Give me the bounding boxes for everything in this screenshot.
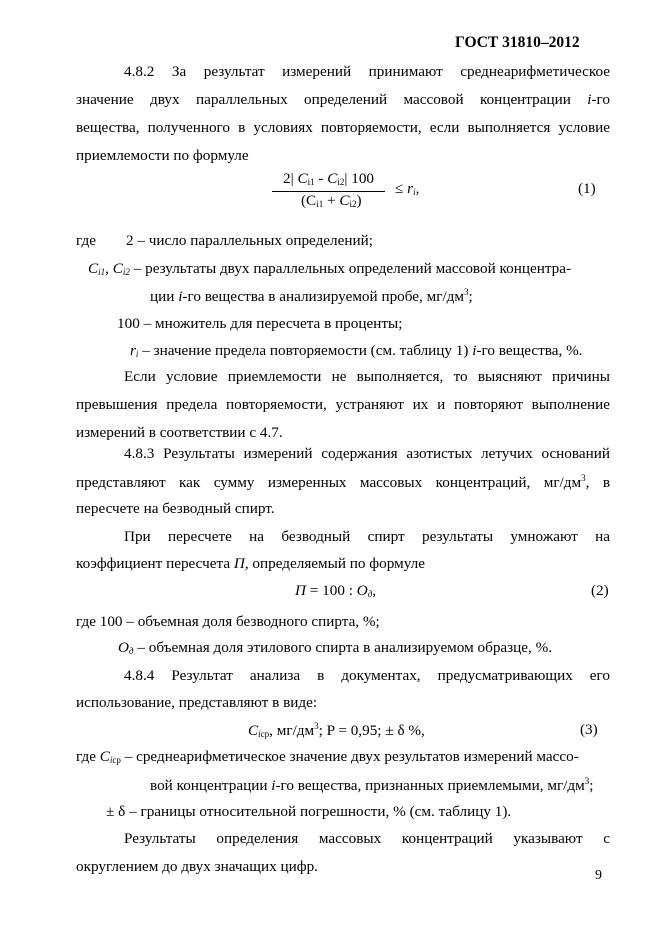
p-round-line1: Результаты определения массовых концентраций указывают с [124, 830, 610, 847]
p-cond-line3: измерений в соответствии с 4.7. [76, 424, 283, 441]
p483-line1: 4.8.3 Результаты измерений содержания азотистых летучих оснований [124, 445, 610, 462]
where3-delta: ± δ – границы относительной погрешности, % (см. таблицу 1). [106, 803, 512, 820]
where1-ri: $r_i$ – значение предела повторяемости (см. таблицу 1) i-го вещества, %. [130, 342, 583, 359]
p-cond-line2: превышения предела повторяемости, устраняют их и повторяют выполнение [76, 396, 610, 413]
p482-line4: приемлемости по формуле [76, 147, 249, 164]
p-cond-line1: Если условие приемлемости не выполняется, то выясняют причины [124, 368, 610, 385]
where1-gde: где [76, 232, 96, 249]
document-code: ГОСТ 31810–2012 [455, 34, 580, 51]
formula3-number: (3) [580, 721, 598, 738]
formula3: $C_{iср}$, $мг/дм^3$; P = 0,95; ± δ %, [248, 721, 425, 739]
p482-line3: вещества, полученного в условиях повторяемости, если выполняется условие [76, 119, 610, 136]
p483-line2: представляют как сумму измеренных массовых концентраций, $мг/дм^3$, в [76, 473, 611, 491]
p483-line3: пересчете на безводный спирт. [76, 500, 275, 517]
formula1-numerator: 2| $C_{i1} - C_{i2}|$ 100 [283, 170, 375, 187]
formula2-number: (2) [591, 582, 609, 599]
where1-item2: 2 – число параллельных определений; [126, 232, 373, 249]
formula1-denominator: $(С_{i1} + C_{i2})$ [301, 192, 362, 209]
p-recalc-line2: коэффициент пересчета П, определяемый по формуле [76, 555, 425, 572]
page-number: 9 [595, 868, 602, 883]
formula1-relation: ≤ $r_i$, [395, 180, 420, 197]
where3-line1: где $C_{iср}$ – среднеарифметическое значение двух результатов измерений массо- [76, 748, 579, 765]
where1-item100: 100 – множитель для пересчета в проценты; [117, 315, 403, 332]
p-round-line2: округлением до двух значащих цифр. [76, 858, 318, 875]
where1-ci: $C_{i1}$, $C_{i2}$ – результаты двух параллельных определений массовой концентра- [88, 260, 572, 277]
p482-line2: значение двух параллельных определений массовой концентрации i-го [76, 91, 611, 108]
where2-line1: где 100 – объемная доля безводного спирта, %; [76, 613, 380, 630]
p484-line1: 4.8.4 Результат анализа в документах, предусматривающих его [124, 667, 610, 684]
p482-line1: 4.8.2 За результат измерений принимают среднеарифметическое [124, 63, 610, 80]
p-recalc-line1: При пересчете на безводный спирт результаты умножают на [124, 528, 610, 545]
where3-line2: вой концентрации i-го вещества, признанных приемлемыми, $мг/дм^3$; [150, 776, 594, 794]
formula1-number: (1) [578, 180, 596, 197]
p484-line2: использование, представляют в виде: [76, 694, 318, 711]
where1-ci-line2: ции i-го вещества в анализируемой пробе, $мг/дм^3$; [150, 287, 473, 305]
where2-line2: $О_д$ – объемная доля этилового спирта в анализируемом образце, %. [118, 639, 553, 656]
formula2: П = 100 : $О_д$, [295, 582, 377, 599]
